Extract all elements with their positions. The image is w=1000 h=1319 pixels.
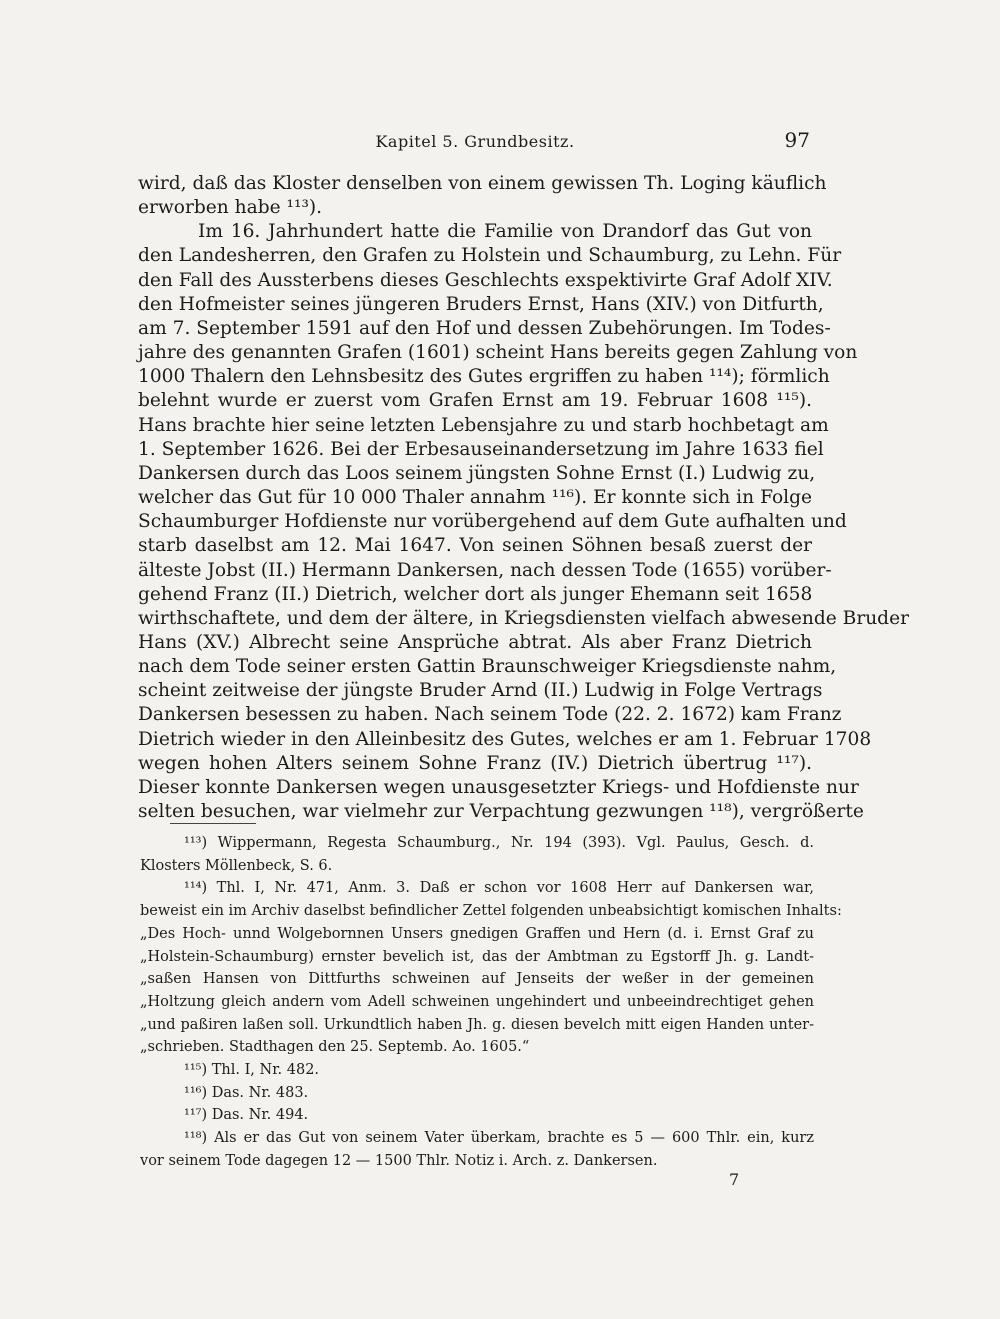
body-line: Schaumburger Hofdienste nur vorübergehend auf dem Gute aufhalten und (138, 511, 847, 533)
body-line: gehend Franz (II.) Dietrich, welcher dort als junger Ehemann seit 1658 (138, 583, 813, 605)
body-line: jahre des genannten Grafen (1601) scheint Hans bereits gegen Zahlung von (138, 342, 858, 364)
footnote-line: ¹¹⁶) Das. Nr. 483. (184, 1084, 309, 1101)
footnote-line: ¹¹⁴) Thl. I, Nr. 471, Anm. 3. Daß er schon vor 1608 Herr auf Dankersen war, (184, 880, 814, 897)
footnote-line: Klosters Möllenbeck, S. 6. (140, 857, 333, 874)
footnote-line: „und paßiren laßen soll. Urkundtlich haben Jh. g. diesen bevelch mitt eigen Handen unter- (140, 1016, 814, 1033)
body-text (138, 172, 909, 824)
footnote-line: vor seinem Tode dagegen 12 — 1500 Thlr. Notiz i. Arch. z. Dankersen. (140, 1152, 658, 1169)
body-line: Dankersen besessen zu haben. Nach seinem Tode (22. 2. 1672) kam Franz (138, 704, 842, 726)
footnote-line: „Holtzung gleich andern vom Adell schweinen ungehindert und unbeeindrechtiget gehen (140, 993, 814, 1010)
page-number: 97 (784, 128, 810, 152)
body-line: welcher das Gut für 10 000 Thaler annahm ¹¹⁶). Er konnte sich in Folge (138, 487, 812, 509)
body-line: scheint zeitweise der jüngste Bruder Arnd (II.) Ludwig in Folge Vertrags (138, 680, 823, 702)
footnote-line: „Holstein-Schaumburg) ernster bevelich ist, das der Ambtman zu Egstorff Jh. g. Landt- (140, 948, 814, 965)
body-line: belehnt wurde er zuerst vom Grafen Ernst am 19. Februar 1608 ¹¹⁵). (138, 390, 812, 412)
footnote-line: beweist ein im Archiv daselbst befindlicher Zettel folgenden unbeabsichtigt komischen Inhalts: (140, 903, 842, 920)
body-line: selten besuchen, war vielmehr zur Verpachtung gezwungen ¹¹⁸), vergrößerte (138, 801, 864, 823)
body-line: Im 16. Jahrhundert hatte die Familie von Drandorf das Gut von (198, 221, 812, 243)
body-line: Dankersen durch das Loos seinem jüngsten Sohne Ernst (I.) Ludwig zu, (138, 462, 816, 484)
body-line: starb daselbst am 12. Mai 1647. Von seinen Söhnen besaß zuerst der (138, 535, 812, 557)
body-line: wegen hohen Alters seinem Sohne Franz (IV.) Dietrich übertrug ¹¹⁷). (138, 752, 812, 774)
footnote-line: „Des Hoch- unnd Wolgebornnen Unsers gnedigen Graffen und Hern (d. i. Ernst Graf zu (140, 925, 814, 942)
body-line: den Landesherren, den Grafen zu Holstein und Schaumburg, zu Lehn. Für (138, 245, 842, 267)
body-line: Hans (XV.) Albrecht seine Ansprüche abtrat. Als aber Franz Dietrich (138, 631, 812, 653)
body-line: Dieser konnte Dankersen wegen unausgesetzter Kriegs- und Hofdienste nur (138, 776, 859, 798)
body-line: nach dem Tode seiner ersten Gattin Braunschweiger Kriegsdienste nahm, (138, 656, 837, 678)
running-header (140, 128, 810, 158)
body-line: 1. September 1626. Bei der Erbesauseinandersetzung im Jahre 1633 fiel (138, 438, 824, 460)
footnotes (140, 832, 842, 1173)
body-line: Hans brachte hier seine letzten Lebensjahre zu und starb hochbetagt am (138, 414, 829, 436)
footnote-line: ¹¹³) Wippermann, Regesta Schaumburg., Nr. 194 (393). Vgl. Paulus, Gesch. d. (184, 835, 814, 851)
footnote-line: ¹¹⁷) Das. Nr. 494. (184, 1107, 309, 1124)
body-line: wirthschaftete, und dem der ältere, in Kriegsdiensten vielfach abwesende Bruder (138, 607, 909, 629)
chapter-title: Kapitel 5. Grundbesitz. (375, 132, 575, 151)
body-line: älteste Jobst (II.) Hermann Dankersen, nach dessen Tode (1655) vorüber- (138, 559, 832, 581)
body-line: erworben habe ¹¹³). (138, 197, 323, 219)
body-line: Dietrich wieder in den Alleinbesitz des Gutes, welches er am 1. Februar 1708 (138, 728, 872, 750)
signature-mark: 7 (729, 1170, 740, 1189)
footnote-line: „schrieben. Stadthagen den 25. Septemb. Ao. 1605.“ (140, 1039, 530, 1056)
body-line: wird, daß das Kloster denselben von einem gewissen Th. Loging käuflich (138, 173, 827, 194)
footnote-line: „saßen Hansen von Dittfurths schweinen auf Jenseits der weßer in der gemeinen (140, 971, 814, 988)
footnote-line: ¹¹⁸) Als er das Gut von seinem Vater überkam, brachte es 5 — 600 Thlr. ein, kurz (184, 1130, 814, 1147)
footnote-separator (170, 823, 256, 824)
body-line: den Hofmeister seines jüngeren Bruders Ernst, Hans (XIV.) von Ditfurth, (138, 293, 824, 315)
footnote-line: ¹¹⁵) Thl. I, Nr. 482. (184, 1062, 320, 1079)
body-line: am 7. September 1591 auf den Hof und dessen Zubehörungen. Im Todes- (138, 317, 831, 339)
body-line: den Fall des Aussterbens dieses Geschlechts exspektivirte Graf Adolf XIV. (138, 269, 833, 291)
body-line: 1000 Thalern den Lehnsbesitz des Gutes ergriffen zu haben ¹¹⁴); förmlich (138, 366, 830, 388)
